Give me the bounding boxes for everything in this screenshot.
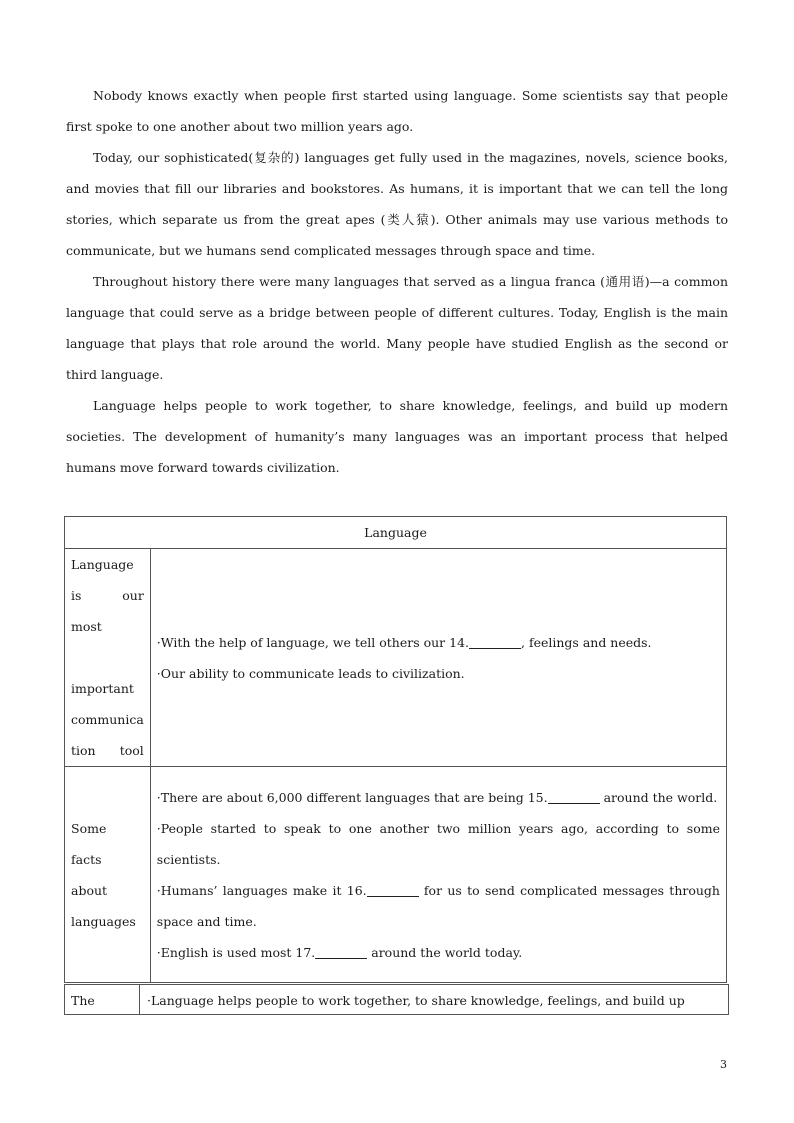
passage-paragraph-4: Language helps people to work together, to share knowledge, feelings, and build up modern societies. The development of humanity’s many languages was an important process that helped humans move forward towards civilization. xyxy=(66,398,728,475)
answer-blank-15[interactable] xyxy=(548,790,600,804)
answer-blank-17[interactable] xyxy=(315,945,367,959)
answer-blank-16[interactable] xyxy=(367,883,419,897)
bullet-item: ·People started to speak to one another two million years ago, according to some scientists. xyxy=(156,820,720,867)
table-row xyxy=(65,549,727,767)
table-row xyxy=(65,767,727,983)
reading-passage xyxy=(66,80,728,483)
row-label-partial: The xyxy=(65,985,140,1014)
row-content-communication-tool xyxy=(150,549,726,767)
bullet-item: ·Humans’ languages make it 16. for us to send complicated messages through space and time. xyxy=(156,882,720,929)
table-title: Language xyxy=(65,517,727,549)
page-number: 3 xyxy=(720,1058,727,1071)
passage-paragraph-1: Nobody knows exactly when people first started using language. Some scientists say that people first spoke to one another about two million years ago. xyxy=(66,88,728,134)
summary-table xyxy=(64,516,727,983)
bullet-item: ·Language helps people to work together, to share knowledge, feelings, and build up xyxy=(147,993,685,1008)
bullet-item: ·Our ability to communicate leads to civilization. xyxy=(156,665,465,681)
passage-paragraph-3: Throughout history there were many languages that served as a lingua franca (通用语)—a common language that could serve as a bridge between people of different cultures. Today, English is the main language that plays that role around the world. Many people have studied English as the second or third language. xyxy=(66,274,728,382)
table-row-partial xyxy=(64,984,729,1015)
row-label-communication-tool: Language is our most important communica tion tool xyxy=(65,549,151,767)
row-content-facts xyxy=(150,767,726,983)
passage-paragraph-2: Today, our sophisticated(复杂的) languages get fully used in the magazines, novels, science books, and movies that fill our libraries and bookstores. As humans, it is important that we can tell the long stories, which separate us from the great apes (类人猿). Other animals may use various methods to communicate, but we humans send complicated messages through space and time. xyxy=(66,150,728,258)
answer-blank-14[interactable] xyxy=(469,635,521,649)
bullet-item: ·There are about 6,000 different languages that are being 15. around the world. xyxy=(156,789,718,805)
row-label-facts: Some facts about languages xyxy=(65,767,151,983)
table-header-row xyxy=(65,517,727,549)
bullet-item: ·English is used most 17. around the world today. xyxy=(156,944,523,960)
bullet-item: ·With the help of language, we tell others our 14. , feelings and needs. xyxy=(156,634,652,650)
